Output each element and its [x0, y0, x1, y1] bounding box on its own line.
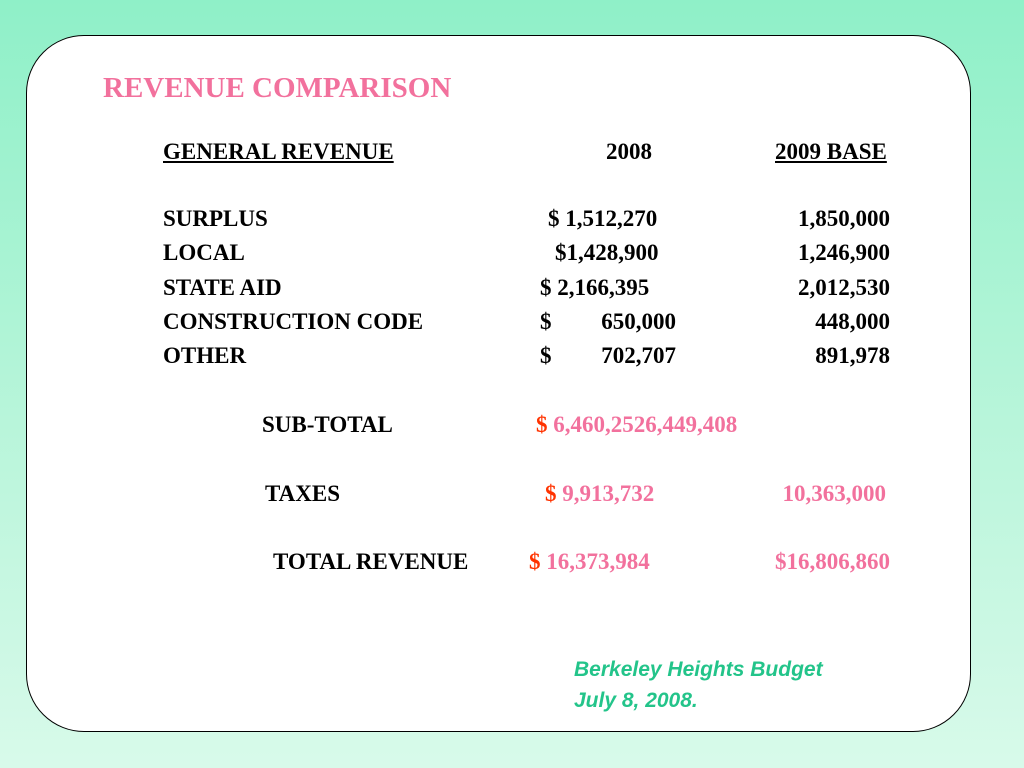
- footer-line-1: Berkeley Heights Budget: [574, 658, 823, 681]
- footer-line-2: July 8, 2008.: [574, 689, 698, 712]
- row-other-2008: 702,707: [601, 343, 676, 368]
- taxes-2008: 9,913,732: [562, 481, 655, 506]
- row-local-2009: 1,246,900: [798, 240, 890, 265]
- row-construction-code-2009: 448,000: [815, 309, 890, 334]
- total-revenue-dollar: $: [529, 549, 541, 574]
- subtotal-2008: 6,460,252: [553, 412, 646, 437]
- taxes-2009: 10,363,000: [782, 481, 886, 506]
- taxes-dollar: $: [545, 481, 557, 506]
- total-revenue-2009: $16,806,860: [775, 549, 890, 574]
- taxes-label: TAXES: [265, 481, 340, 506]
- subtotal-label: SUB-TOTAL: [262, 412, 393, 437]
- subtotal-2009: 6,449,408: [645, 412, 738, 437]
- total-revenue-label: TOTAL REVENUE: [273, 549, 469, 574]
- row-surplus-2008: $ 1,512,270: [548, 206, 658, 231]
- row-local-2008: $1,428,900: [555, 240, 659, 265]
- row-other-2009: 891,978: [815, 343, 890, 368]
- row-state-aid-2008: $ 2,166,395: [540, 275, 650, 300]
- subtotal-dollar: $: [536, 412, 548, 437]
- total-revenue-2008: 16,373,984: [546, 549, 650, 574]
- row-label-state-aid: STATE AID: [163, 275, 282, 300]
- row-label-other: OTHER: [163, 343, 247, 368]
- row-label-local: LOCAL: [163, 240, 245, 265]
- row-label-construction-code: CONSTRUCTION CODE: [163, 309, 424, 334]
- row-construction-code-2008: 650,000: [601, 309, 676, 334]
- header-2009-base: 2009 BASE: [775, 139, 887, 164]
- header-2008: 2008: [606, 139, 652, 164]
- row-other-dollar: $: [540, 343, 552, 368]
- row-label-surplus: SURPLUS: [163, 206, 268, 231]
- row-surplus-2009: 1,850,000: [798, 206, 890, 231]
- row-construction-code-dollar: $: [540, 309, 552, 334]
- page-title: REVENUE COMPARISON: [103, 72, 452, 104]
- header-general-revenue: GENERAL REVENUE: [163, 139, 394, 164]
- row-state-aid-2009: 2,012,530: [798, 275, 890, 300]
